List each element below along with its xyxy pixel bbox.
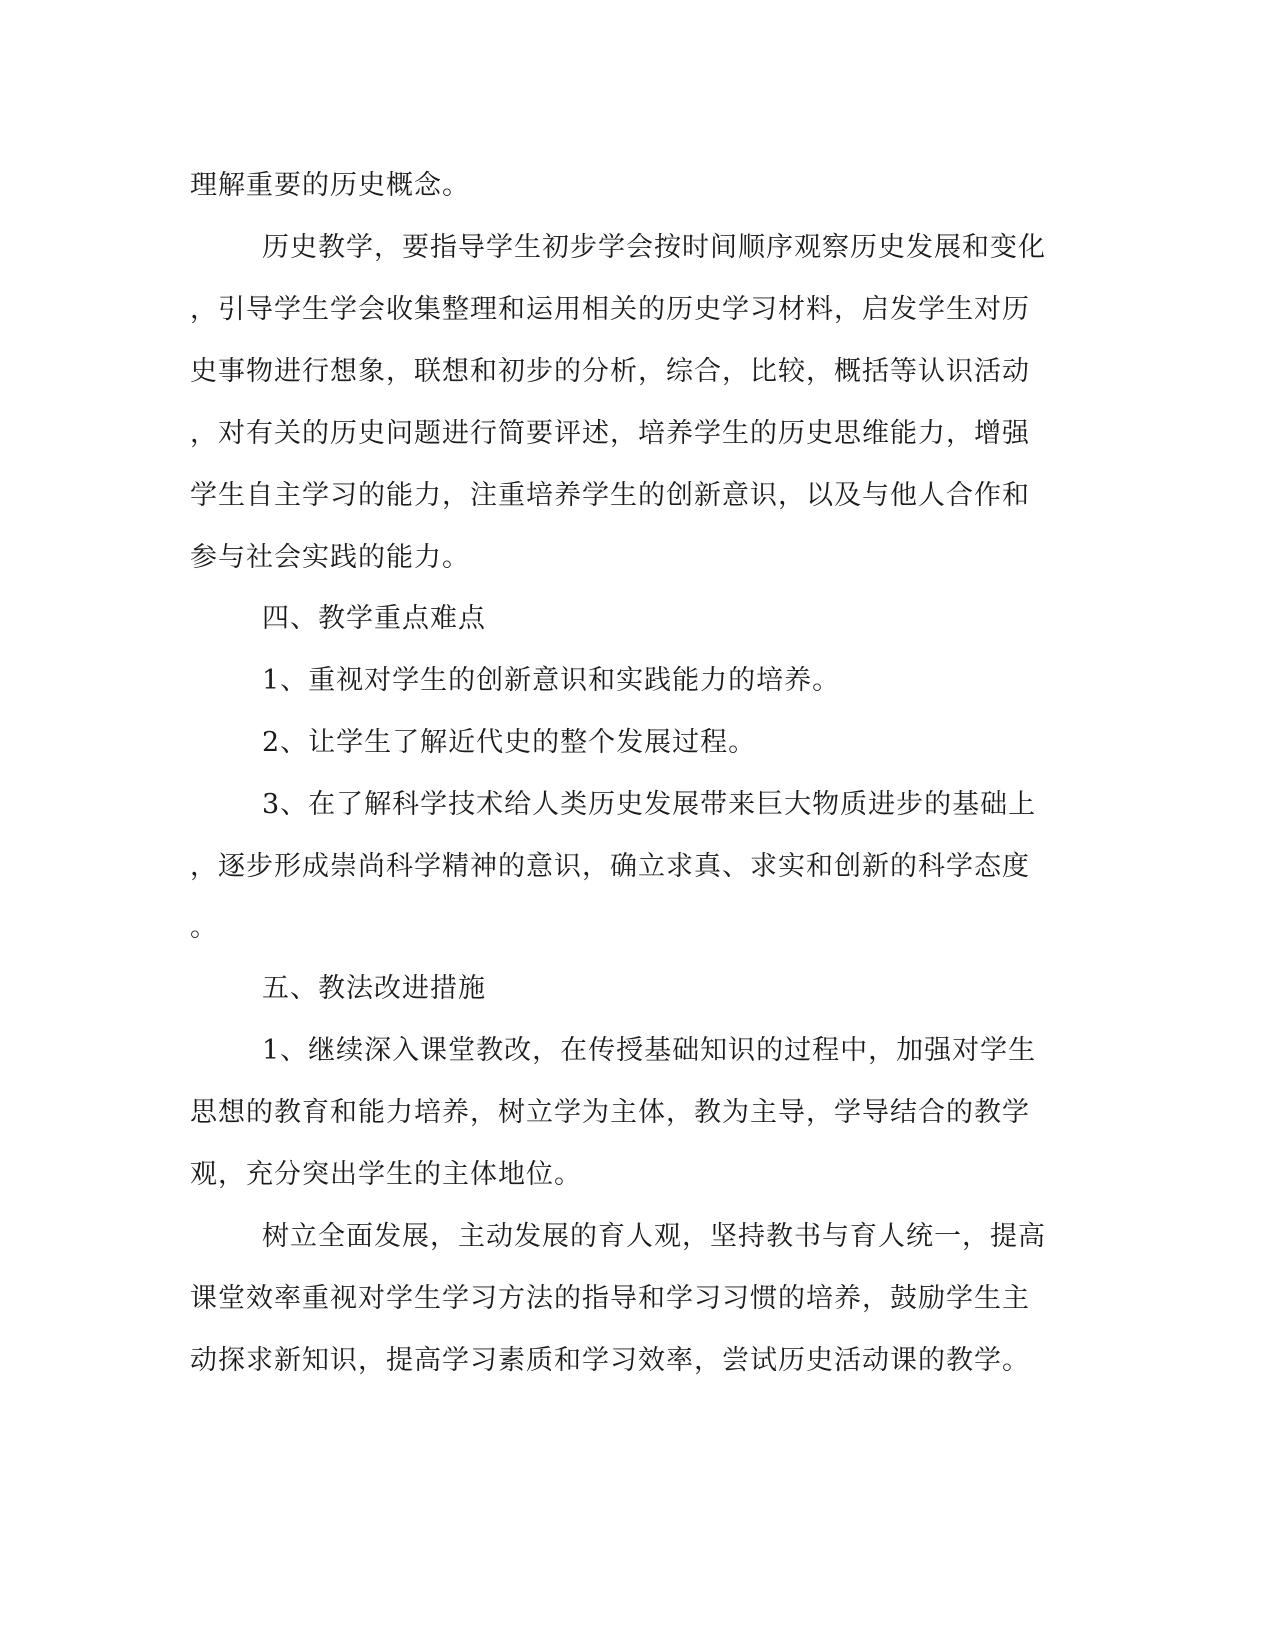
section-heading: 五、教法改进措施 [262, 973, 486, 1004]
text-line: 课堂效率重视对学生学习方法的指导和学习习惯的培养，鼓励学生主 [190, 1283, 1030, 1314]
text-line: ，引导学生学会收集整理和运用相关的历史学习材料，启发学生对历 [190, 294, 1030, 325]
text-line: 学生自主学习的能力，注重培养学生的创新意识，以及与他人合作和 [190, 480, 1030, 511]
text-line: 。 [190, 912, 218, 943]
list-item: 3、在了解科学技术给人类历史发展带来巨大物质进步的基础上 [262, 789, 1037, 820]
text-line: 动探求新知识，提高学习素质和学习效率，尝试历史活动课的教学。 [190, 1345, 1030, 1376]
section-heading: 四、教学重点难点 [262, 603, 486, 634]
text-line: 思想的教育和能力培养，树立学为主体，教为主导，学导结合的教学 [190, 1097, 1030, 1128]
text-line: 观，充分突出学生的主体地位。 [190, 1159, 582, 1190]
list-item: 1、重视对学生的创新意识和实践能力的培养。 [262, 665, 841, 696]
text-line: 理解重要的历史概念。 [190, 170, 470, 201]
text-line: 参与社会实践的能力。 [190, 542, 470, 573]
list-item: 1、继续深入课堂教改，在传授基础知识的过程中，加强对学生 [262, 1035, 1037, 1066]
list-item: 2、让学生了解近代史的整个发展过程。 [262, 727, 757, 758]
text-line: ，逐步形成崇尚科学精神的意识，确立求真、求实和创新的科学态度 [190, 851, 1030, 882]
text-line: 历史教学，要指导学生初步学会按时间顺序观察历史发展和变化 [262, 232, 1046, 263]
text-line: ，对有关的历史问题进行简要评述，培养学生的历史思维能力，增强 [190, 418, 1030, 449]
text-line: 史事物进行想象，联想和初步的分析，综合，比较，概括等认识活动 [190, 356, 1030, 387]
text-line: 树立全面发展，主动发展的育人观，坚持教书与育人统一，提高 [262, 1221, 1046, 1252]
